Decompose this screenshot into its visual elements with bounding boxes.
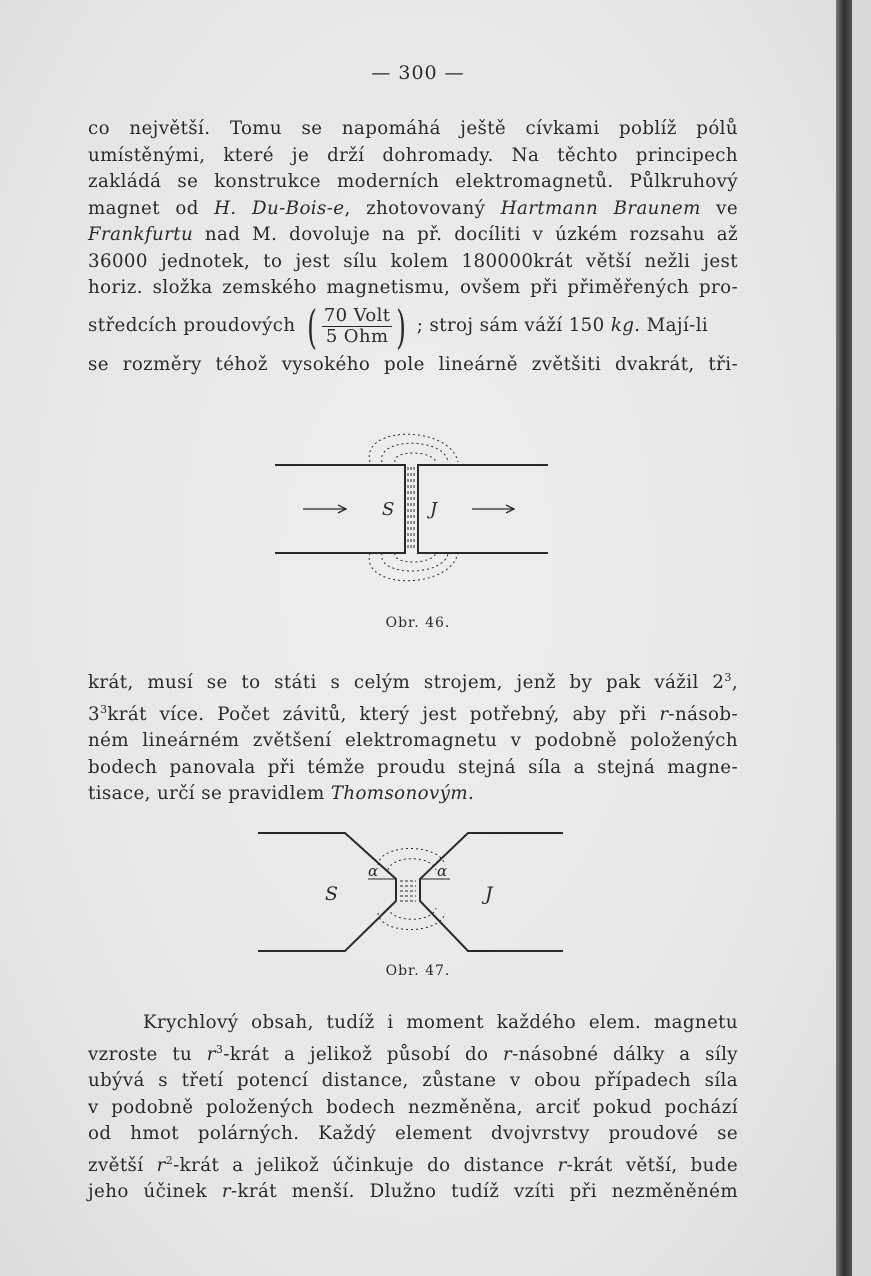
book-gutter <box>836 0 852 1276</box>
text-line: bodech panovala při témže proudu stejná síla a stejná magne- <box>88 756 738 778</box>
figure-47-label-s: S <box>325 883 339 905</box>
figure-46-caption: Obr. 46. <box>385 615 451 631</box>
manufacturer-name: Hartmann Braunem <box>500 197 701 219</box>
text-line: Frankfurtu nad M. dovoluje na př. docíliti v úzkém rozsahu až <box>88 224 738 245</box>
fraction-numerator: 70 Volt <box>323 305 391 326</box>
rule-name: Thomsonovým. <box>330 783 475 805</box>
text-line: 36000 jednotek, to jest sílu kolem 180000krát větší nežli jest <box>88 250 738 272</box>
paragraph-1 <box>88 116 738 378</box>
text-line: tisace, určí se pravidlem Thomsonovým. <box>88 783 475 805</box>
text-line: Krychlový obsah, tudíž i moment každého elem. magnetu <box>143 1012 738 1033</box>
text-line: horiz. složka zemského magnetismu, ovšem při přiměřených pro- <box>88 277 738 298</box>
text-line: ném lineárném zvětšení elektromagnetu v podobně položených <box>88 730 738 752</box>
text-line: jeho účinek r-krát menší. Dlužno tudíž vzíti při nezměněném <box>88 1181 738 1203</box>
text-line: vzroste tu $r^3$-krát a jelikož působí do r-násobné dálky a síly <box>88 1042 738 1065</box>
fraction: ( $\frac{\text{70 Volt}}{\text{5 Ohm}}$ ) <box>307 299 407 354</box>
fraction-denominator: 5 Ohm <box>325 326 389 347</box>
author-name: H. Du-Bois-e <box>214 197 345 219</box>
text-line: $3^3krát$ více. Počet závitů, který jest potřebný, aby při r-násob- <box>88 702 738 725</box>
text-line: zvětší $r^2$-krát a jelikož účinkuje do distance r-krát větší, bude <box>88 1153 738 1176</box>
text-line: umístěnými, které je drží dohromady. Na těchto principech <box>88 144 738 166</box>
text-line-with-fraction: středcích proudových ( $\frac{\text{70 Volt}}{\text{5 Ohm}}$ ) ; stroj sám váží 150 kg. Mají-li <box>88 299 709 354</box>
text-line: se rozměry téhož vysokého pole lineárně zvětšiti dvakrát, tři- <box>88 353 738 375</box>
paragraph-3 <box>88 1010 738 1206</box>
text-line: co největší. Tomu se napomáhá ještě cívkami poblíž pólů <box>88 118 738 139</box>
figure-47 <box>0 825 836 960</box>
text-line: ubývá s třetí potencí distance, zůstane v obou případech síla <box>88 1070 738 1092</box>
figure-46-label-j: J <box>430 499 438 520</box>
text-line: krát, musí se to státi s celým strojem, jenž by pak vážil $2^3$, <box>88 671 738 694</box>
text-line: od hmot polárných. Každý element dvojvrstvy proudové se <box>88 1123 738 1145</box>
page-number: — 300 — <box>371 62 465 84</box>
figure-47-alpha-right: α <box>437 862 448 880</box>
text-line: magnet od H. Du-Bois-e, zhotovovaný Hartmann Braunem ve <box>88 197 738 219</box>
figure-46 <box>0 405 836 610</box>
figure-46-label-s: S <box>382 499 395 520</box>
figure-47-alpha-left: α <box>368 862 379 880</box>
paragraph-2 <box>88 665 738 808</box>
text-line: zakládá se konstrukce moderních elektromagnetů. Půlkruhový <box>88 171 738 192</box>
facing-page-edge <box>852 0 871 1276</box>
text-line: v podobně položených bodech nezměněna, arciť pokud pochází <box>88 1096 738 1118</box>
city-name: Frankfurtu <box>88 224 194 245</box>
figure-47-label-j: J <box>485 883 493 905</box>
figure-47-caption: Obr. 47. <box>385 963 451 979</box>
